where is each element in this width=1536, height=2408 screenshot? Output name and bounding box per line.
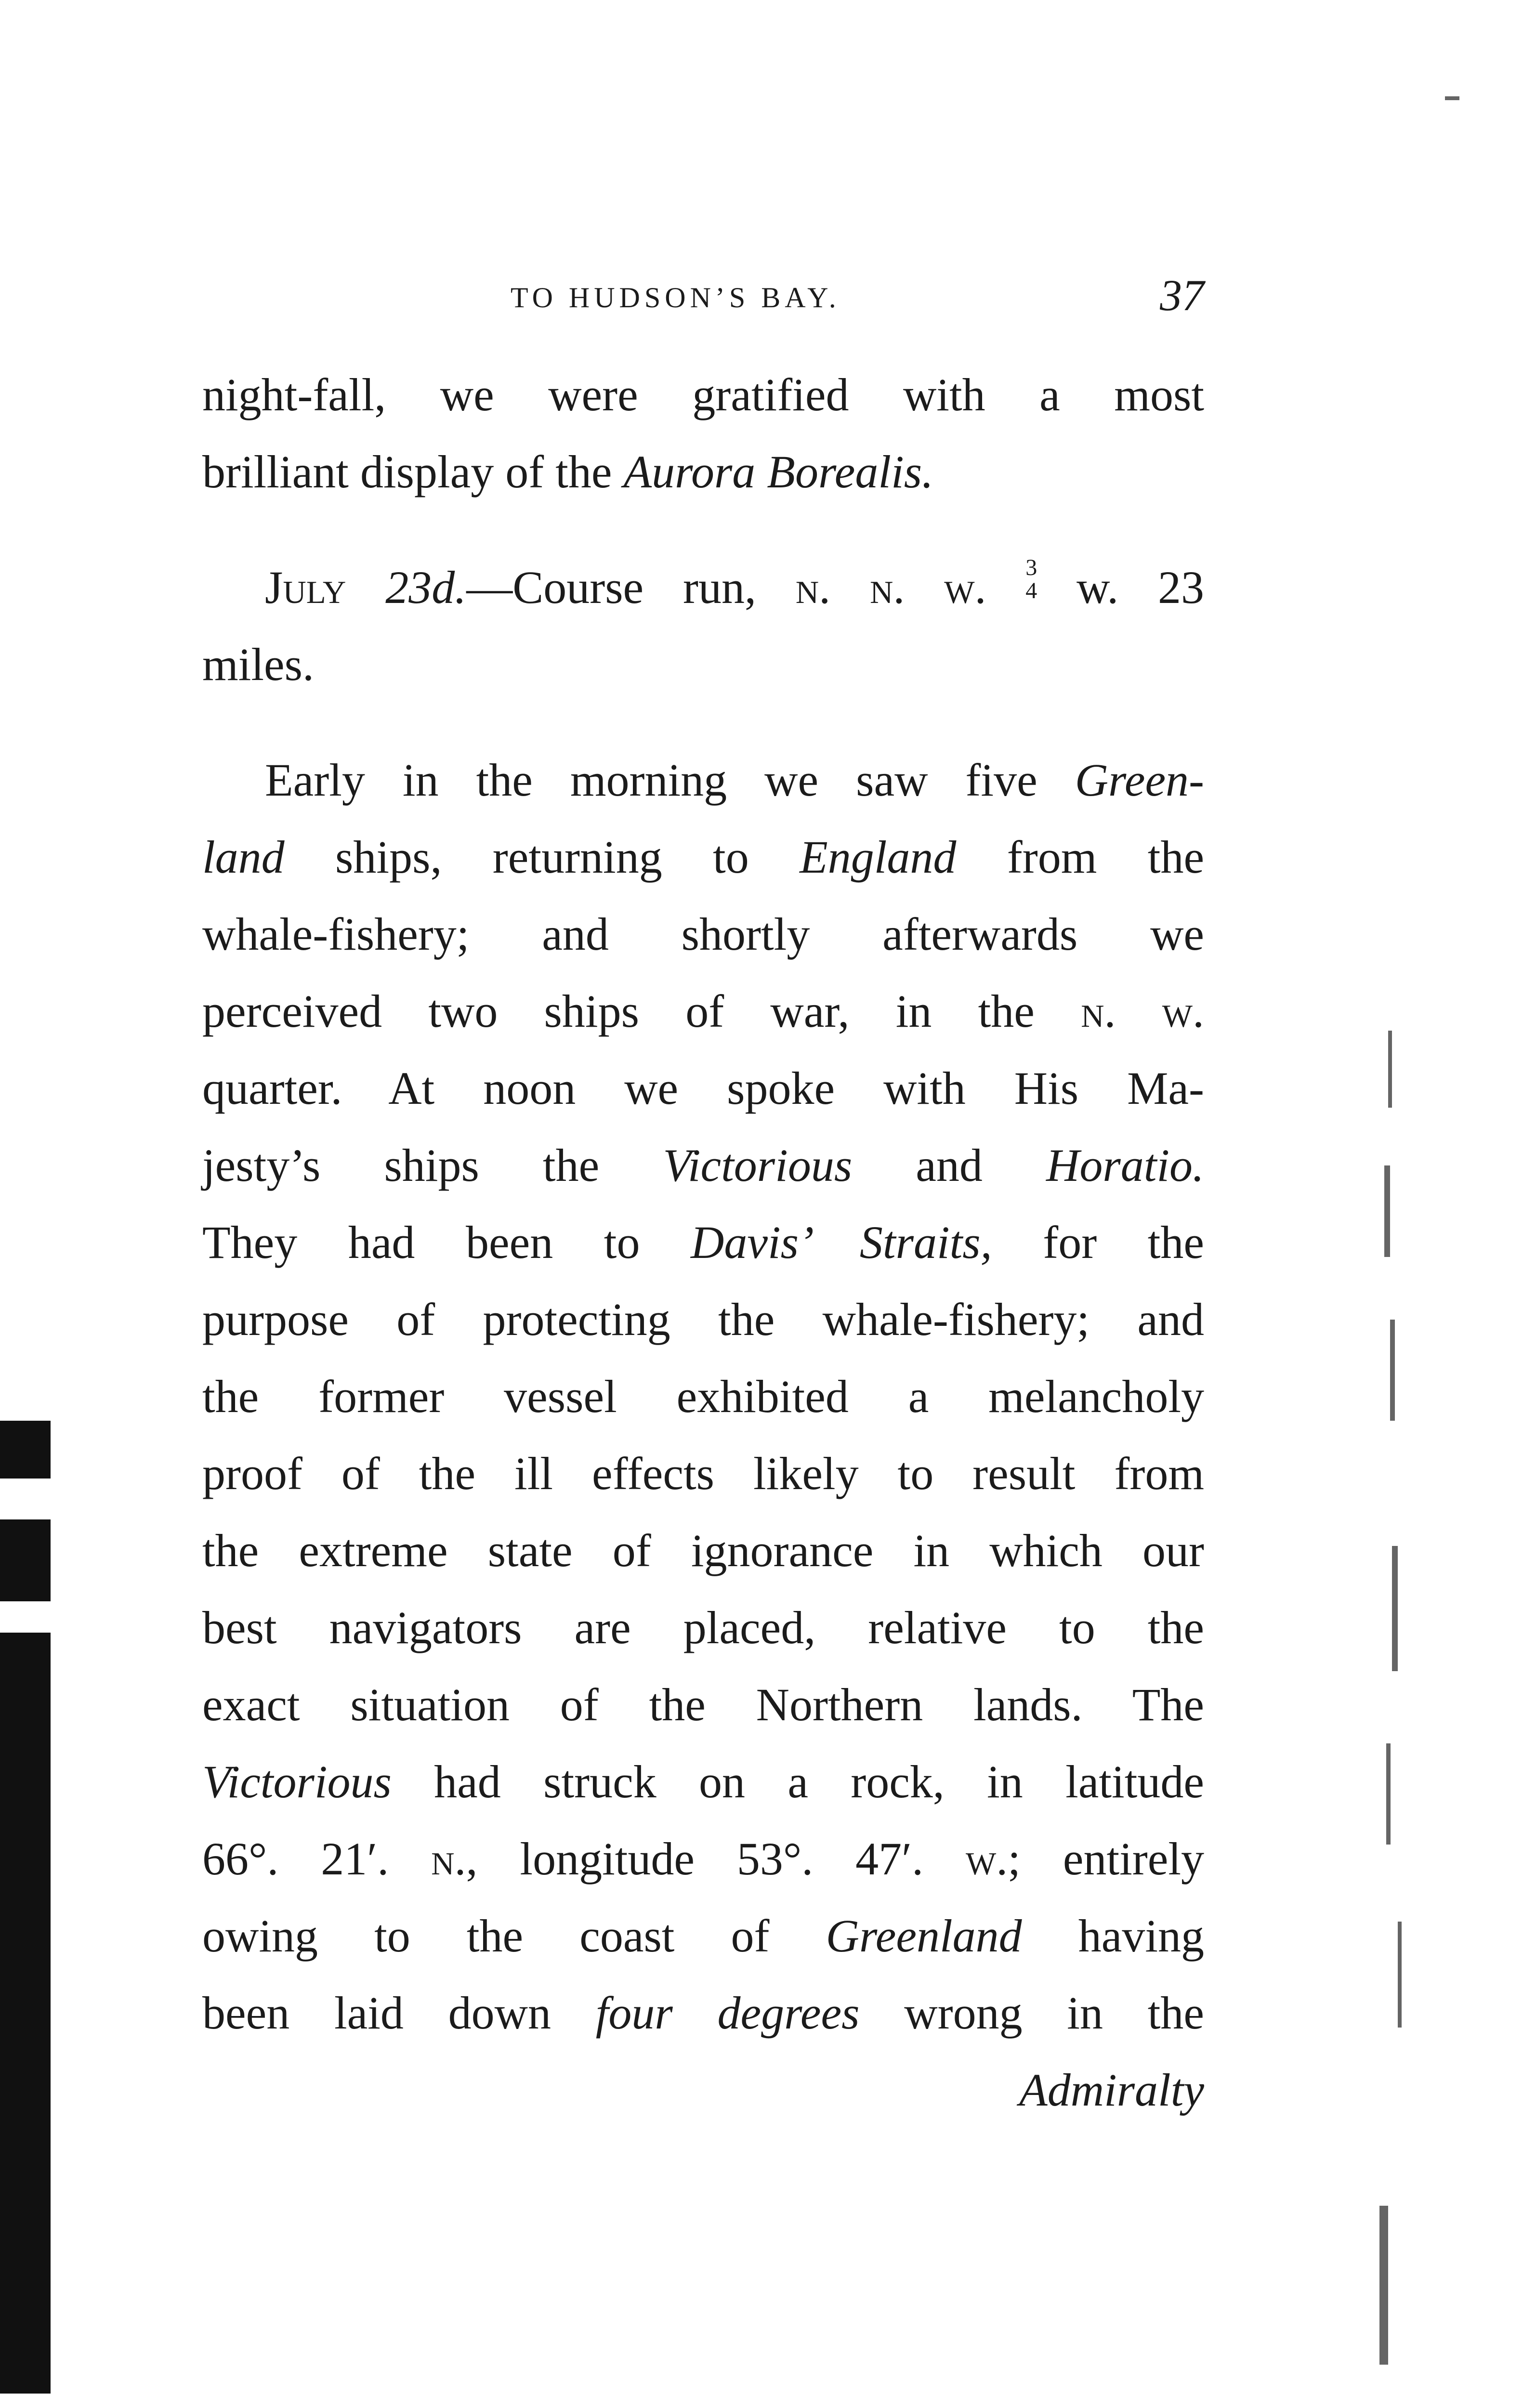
entry-heading-line xyxy=(202,549,1204,626)
text-segment: proof of the ill effects likely to result from xyxy=(202,1448,1204,1499)
text-line xyxy=(202,819,1204,896)
text-segment: wrong in the xyxy=(904,1987,1205,2039)
text-segment: been laid down xyxy=(202,1987,551,2039)
text-line xyxy=(202,1204,1204,1281)
scan-edge-mark xyxy=(0,1519,51,1601)
text-segment: and xyxy=(916,1139,983,1191)
course-direction: n. n. w. xyxy=(795,562,986,613)
text-segment: ships, returning to xyxy=(335,831,749,883)
italic-text: Victorious xyxy=(663,1139,853,1191)
italic-text: Victorious xyxy=(202,1756,392,1807)
scan-speck xyxy=(1384,1165,1390,1257)
scan-speck xyxy=(1386,1743,1391,1845)
text-segment: best navigators are placed, relative to the xyxy=(202,1602,1204,1653)
text-segment: for the xyxy=(1043,1217,1205,1268)
text-segment: whale-fishery; and shortly afterwards we xyxy=(202,908,1204,960)
italic-text: Aurora Borealis. xyxy=(623,446,934,497)
italic-text: England xyxy=(800,831,957,883)
text-segment: quarter. At noon we spoke with His Ma- xyxy=(202,1062,1204,1114)
text-line xyxy=(202,1743,1204,1820)
text-line xyxy=(202,896,1204,973)
text-segment: the former vessel exhibited a melancholy xyxy=(202,1371,1204,1422)
scan-speck xyxy=(1379,2206,1388,2365)
text-line xyxy=(202,1127,1204,1204)
text-line xyxy=(202,1820,1204,1898)
scan-speck xyxy=(1445,96,1459,100)
italic-text: Green- xyxy=(1075,754,1205,806)
scan-edge-shadow xyxy=(0,1421,51,2394)
text-segment: jesty’s ships the xyxy=(202,1139,600,1191)
scan-speck xyxy=(1398,1922,1402,2028)
text-segment: Early in the morning we saw five xyxy=(265,754,1037,806)
fraction xyxy=(1025,556,1037,602)
text-line xyxy=(202,1358,1204,1435)
text-segment: brilliant display of the xyxy=(202,446,612,497)
text-segment: entirely xyxy=(1063,1833,1205,1885)
text-line xyxy=(202,1435,1204,1512)
text-line xyxy=(202,742,1204,819)
scan-speck xyxy=(1392,1546,1398,1671)
italic-text: four degrees xyxy=(595,1987,860,2039)
catchword-line xyxy=(202,2052,1204,2129)
text-segment: They had been to xyxy=(202,1217,640,1268)
text-line xyxy=(202,1898,1204,1975)
scan-edge-mark xyxy=(0,1633,51,2394)
scan-speck xyxy=(1388,1031,1392,1108)
text-segment: exact situation of the Northern lands. The xyxy=(202,1679,1204,1730)
text-line xyxy=(202,626,1204,703)
fraction-numerator: 3 xyxy=(1025,555,1037,580)
text-segment: had struck on a rock, in latitude xyxy=(434,1756,1205,1807)
entry-day: 23d. xyxy=(385,562,467,613)
text-segment: miles. xyxy=(202,639,314,690)
text-line xyxy=(202,433,1204,510)
scan-speck xyxy=(1390,1320,1395,1421)
text-segment: having xyxy=(1078,1910,1205,1962)
text-line xyxy=(202,973,1204,1050)
text-segment: Course run, xyxy=(512,562,756,613)
text-line xyxy=(202,1050,1204,1127)
direction-text: n. w. xyxy=(1081,985,1205,1037)
text-line xyxy=(202,1281,1204,1358)
text-line xyxy=(202,1589,1204,1666)
text-segment: 66°. 21′. xyxy=(202,1833,389,1885)
italic-text: Davis’ Straits, xyxy=(691,1217,992,1268)
entry-dash: — xyxy=(466,562,513,613)
text-segment: w. 23 xyxy=(1077,562,1205,613)
direction-text: n., xyxy=(431,1833,478,1885)
text-line xyxy=(202,356,1204,433)
running-head: TO HUDSON’S BAY. xyxy=(511,282,840,314)
scan-noise-right xyxy=(1363,0,1536,2408)
text-segment: the extreme state of ignorance in which our xyxy=(202,1525,1204,1576)
italic-text: Horatio. xyxy=(1046,1139,1205,1191)
entry-month: July xyxy=(265,562,346,613)
text-line xyxy=(202,1975,1204,2052)
text-segment: owing to the coast of xyxy=(202,1910,770,1962)
text-segment: longitude 53°. 47′. xyxy=(520,1833,924,1885)
direction-text: w.; xyxy=(966,1833,1021,1885)
text-line xyxy=(202,1512,1204,1589)
scan-edge-mark xyxy=(0,1421,51,1479)
italic-text: Greenland xyxy=(826,1910,1022,1962)
text-line xyxy=(202,1666,1204,1743)
text-segment: purpose of protecting the whale-fishery; and xyxy=(202,1294,1204,1345)
text-segment: from the xyxy=(1007,831,1205,883)
catchword: Admiralty xyxy=(1019,2064,1204,2116)
page-number: 37 xyxy=(1160,271,1204,320)
text-segment: perceived two ships of war, in the xyxy=(202,985,1035,1037)
page-header xyxy=(202,270,1204,327)
text-segment: night-fall, we were gratified with a most xyxy=(202,369,1204,420)
italic-text: land xyxy=(202,831,285,883)
fraction-denominator: 4 xyxy=(1025,578,1037,603)
